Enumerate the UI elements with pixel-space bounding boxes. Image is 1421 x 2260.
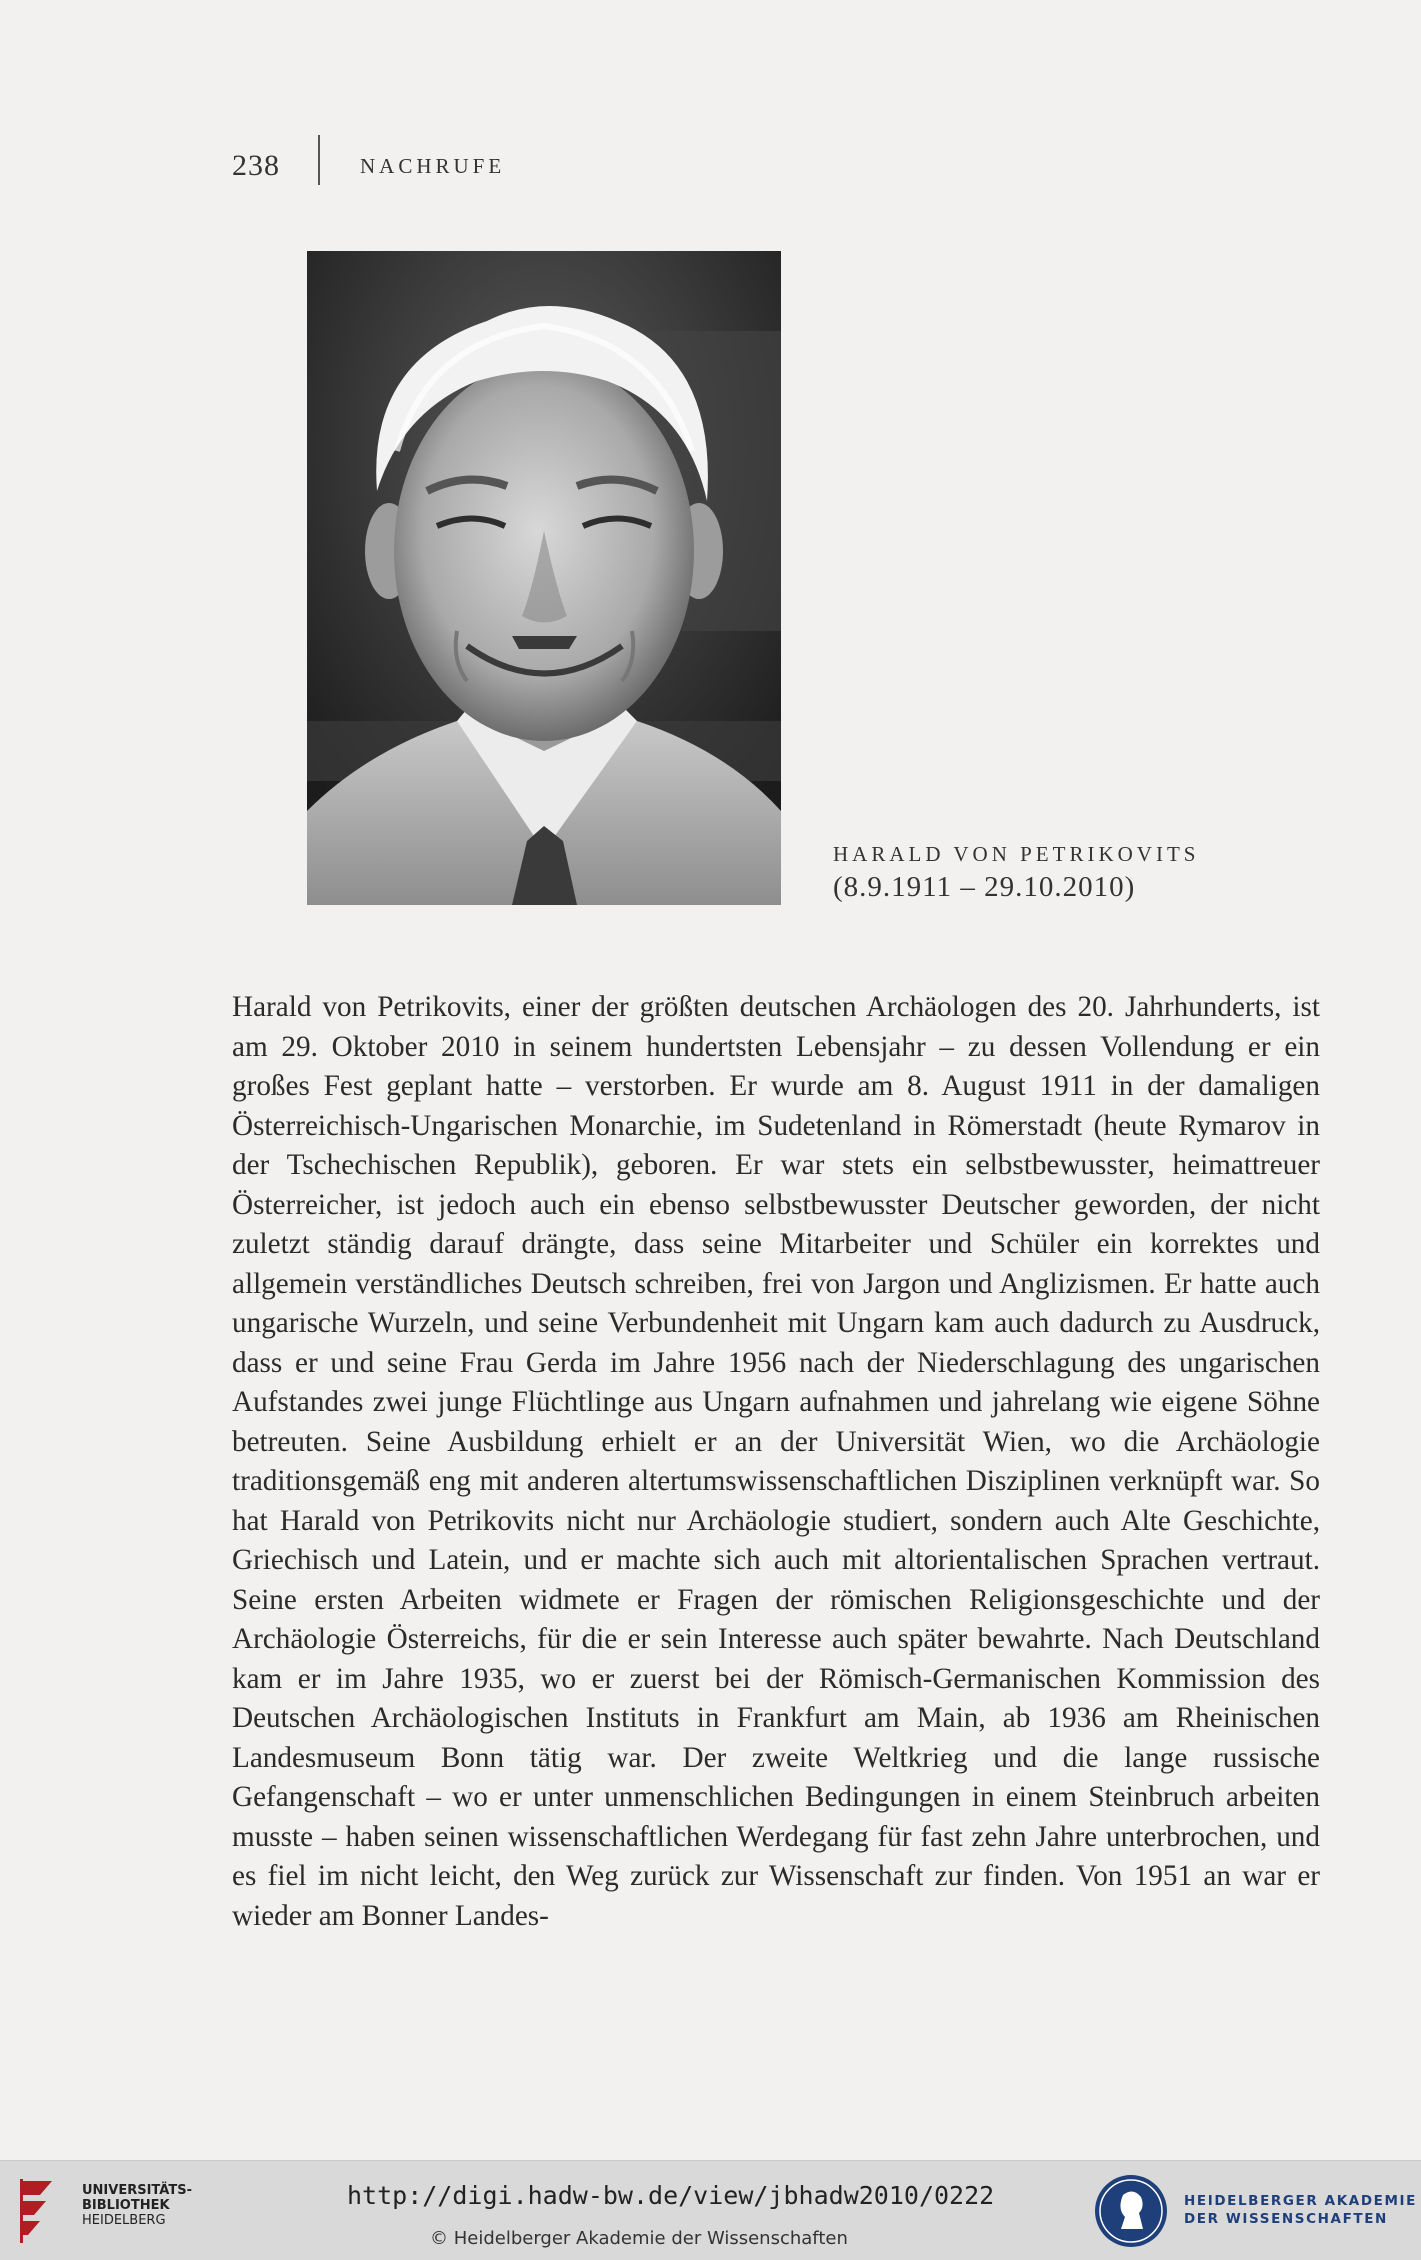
permalink-url[interactable]: http://digi.hadw-bw.de/view/jbhadw2010/0222: [347, 2181, 995, 2210]
ub-heidelberg-logo-icon: [16, 2175, 66, 2247]
academy-name: [1184, 2192, 1417, 2228]
library-line-3: HEIDELBERG: [82, 2213, 166, 2228]
section-title: NACHRUFE: [360, 153, 506, 178]
running-header: [232, 146, 505, 186]
portrait-photo-icon: [307, 251, 781, 905]
caption-dates: (8.9.1911 – 29.10.2010): [833, 871, 1136, 903]
portrait-photo: [307, 251, 781, 905]
footer-bar: [0, 2160, 1421, 2260]
body-text: [232, 988, 1320, 1936]
header-divider: [318, 135, 320, 185]
body-paragraph: Harald von Petrikovits, einer der größten deutschen Archäologen des 20. Jahrhunderts, ist am 29. Oktober 2010 in seinem hundertsten Lebensjahr – zu dessen Vollendung er ein großes Fest geplant hatte – verstorben. Er wurde am 8. August 1911 in der damaligen Österreichisch-Ungarischen Monarchie, im Sudetenland in Römerstadt (heute Rymarov in der Tschechischen Republik), geboren. Er war stets ein selbstbewusster, heimattreuer Österreicher, ist jedoch auch ein ebenso selbstbewusster Deutscher geworden, der nicht zuletzt ständig darauf drängte, dass seine Mitarbeiter und Schüler ein korrektes und allgemein verständliches Deutsch schreiben, frei von Jargon und Anglizismen. Er hatte auch ungarische Wurzeln, und seine Verbundenheit mit Ungarn kam auch dadurch zu Ausdruck, dass er und seine Frau Gerda im Jahre 1956 nach der Niederschlagung des ungarischen Aufstandes zwei junge Flüchtlinge aus Ungarn aufnahmen und jahrelang wie eigene Söhne betreuten. Seine Ausbildung erhielt er an der Universität Wien, wo die Archäologie traditionsgemäß eng mit anderen altertumswissenschaftlichen Disziplinen verknüpft war. So hat Harald von Petrikovits nicht nur Archäologie studiert, sondern auch Alte Geschichte, Griechisch und Latein, und er machte sich auch mit altorientalischen Sprachen vertraut. Seine ersten Arbeiten widmete er Fragen der römischen Religionsgeschichte und der Archäologie Österreichs, für die er sein Interesse auch später bewahrte. Nach Deutschland kam er im Jahre 1935, wo er zuerst bei der Römisch-Germanischen Kommission des Deutschen Archäologischen Instituts in Frankfurt am Main, ab 1936 am Rheinischen Landesmuseum Bonn tätig war. Der zweite Weltkrieg und die lange russische Gefangenschaft – wo er unter unmenschlichen Bedingungen in einem Steinbruch arbeiten musste – haben seinen wissenschaftlichen Werdegang für fast zehn Jahre unterbrochen, und es fiel im nicht leicht, den Weg zurück zur Wissenschaft zur finden. Von 1951 an war er wieder am Bonner Landes-: [232, 991, 1320, 1932]
copyright-notice: © Heidelberger Akademie der Wissenschaften: [430, 2228, 848, 2249]
photo-caption: [833, 842, 1199, 904]
academy-line-2: DER WISSENSCHAFTEN: [1184, 2211, 1388, 2227]
academy-line-1: HEIDELBERGER AKADEMIE: [1184, 2193, 1417, 2209]
library-name: [82, 2183, 192, 2228]
library-line-1: UNIVERSITÄTS-: [82, 2183, 192, 2198]
page-number: 238: [232, 149, 280, 182]
library-line-2: BIBLIOTHEK: [82, 2198, 170, 2213]
hadw-seal-logo-icon: [1093, 2173, 1169, 2249]
caption-name: HARALD VON PETRIKOVITS: [833, 842, 1200, 866]
